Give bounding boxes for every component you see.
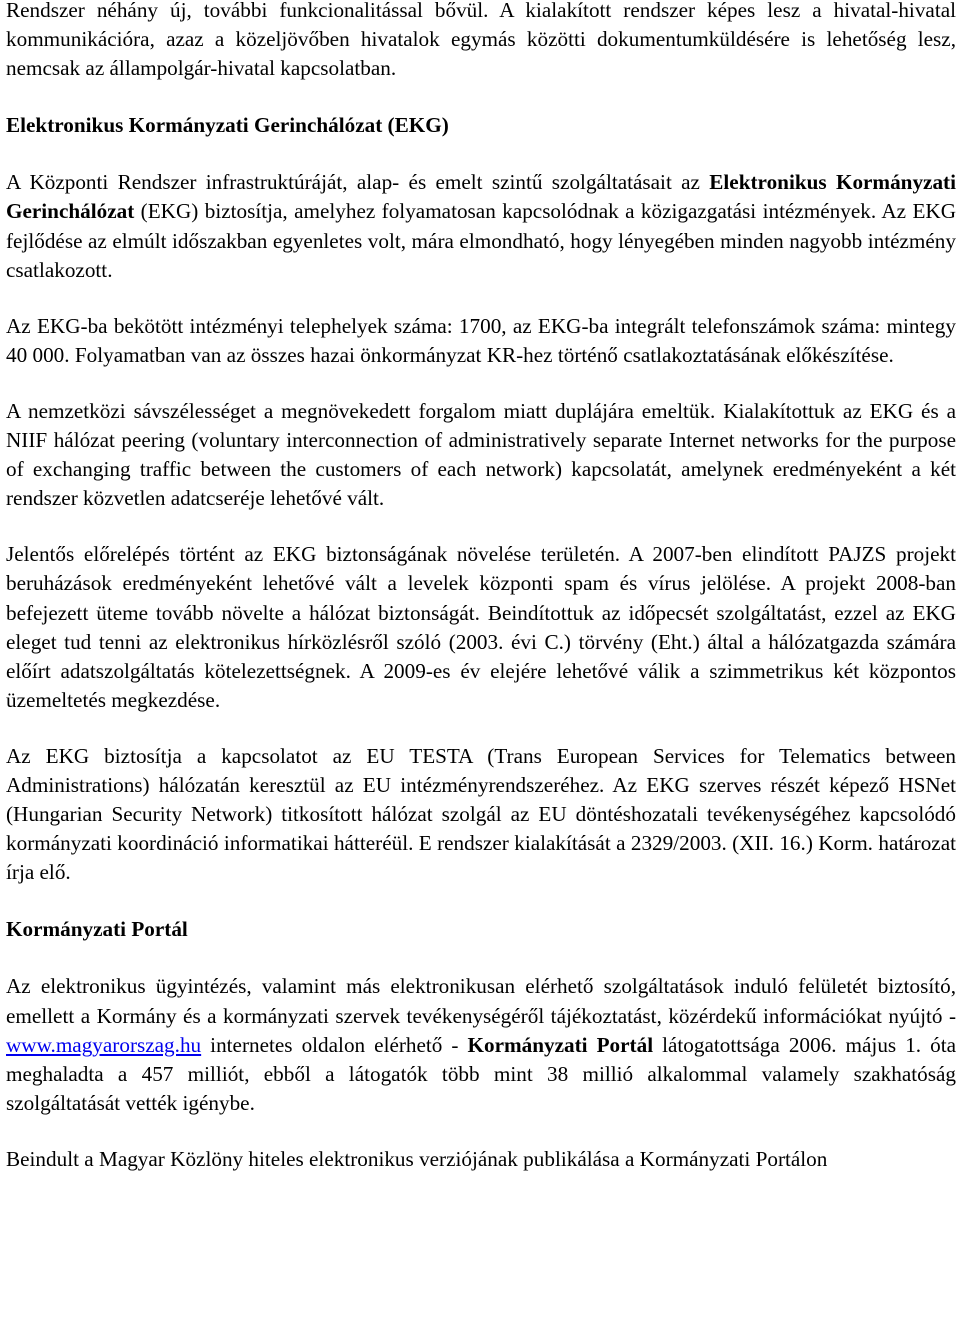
magyarorszag-link[interactable]: www.magyarorszag.hu xyxy=(6,1032,202,1057)
portal-paragraph-1 xyxy=(6,972,956,1117)
portal-p1-text-c: látogatottsága 2006. május 1. óta meghaladta a 457 milliót, ebből a látogatók több mint 38 millió alkalommal valamely szakhatóság szolgáltatását vették igénybe. xyxy=(6,1032,957,1115)
ekg-p1-text-b: (EKG) biztosítja, amelyhez folyamatosan kapcsolódnak a közigazgatási intézmények. Az EKG fejlődése az elmúlt időszakban egyenletes volt, mára elmondható, hogy lényegében minden nagyobb intézmény csatlakozott. xyxy=(6,199,956,282)
ekg-paragraph-2: Az EKG-ba bekötött intézményi telephelyek száma: 1700, az EKG-ba integrált telefonszámok száma: mintegy 40 000. Folyamatban van az összes hazai önkormányzat KR-hez történő csatlakoztatásának előkészítése. xyxy=(6,313,956,367)
section-heading-portal: Kormányzati Portál xyxy=(6,917,188,942)
ekg-paragraph-4: Jelentős előrelépés történt az EKG biztonságának növelése területén. A 2007-ben elindított PAJZS projekt beruházások eredményeként lehetővé vált a levelek központi spam és vírus jelölése. A projekt 2008-ban befejezett üteme tovább növelte a hálózat biztonságát. Beindítottuk az időpecsét szolgáltatást, ezzel az EKG eleget tud tenni az elektronikus hírközlésről szóló (2003. évi C.) törvény (Eht.) által a hálózatgazda számára előírt adatszolgáltatás kötelezettségnek. A 2009-es év elejére lehetővé válik a szimmetrikus két központos üzemeltetés megkezdése. xyxy=(6,542,956,712)
ekg-paragraph-5: Az EKG biztosítja a kapcsolatot az EU TESTA (Trans European Services for Telematics between Administrations) hálózatán keresztül az EU intézményrendszeréhez. Az EKG szerves részét képező HSNet (Hungarian Security Network) titkosított hálózat szolgál az EU döntéshozatali tevékenységéhez kapcsolódó kormányzati koordináció informatikai hátteréül. E rendszer kialakítását a 2329/2003. (XII. 16.) Korm. határozat írja elő. xyxy=(6,743,956,885)
portal-p1-text-a: Az elektronikus ügyintézés, valamint más elektronikusan elérhető szolgáltatások induló felületét biztosító, emellett a Kormány és a kormányzati szervek tevékenységéről tájékoztatást, közérdekű információkat nyújtó - xyxy=(6,974,956,1028)
ekg-p1-bold-term: Elektronikus Kormányzati Gerinchálózat xyxy=(6,170,956,224)
portal-paragraph-2: Beindult a Magyar Közlöny hiteles elektronikus verziójának publikálása a Kormányzati Portálon xyxy=(6,1146,828,1171)
ekg-paragraph-3: A nemzetközi sávszélességet a megnövekedett forgalom miatt duplájára emeltük. Kialakítottuk az EKG és a NIIF hálózat peering (voluntary interconnection of administratively separate Internet networks for the purpose of exchanging traffic between the customers of each network) kapcsolatát, amelynek eredményeként a két rendszer közvetlen adatcseréje lehetővé vált. xyxy=(6,398,956,511)
intro-paragraph: Rendszer néhány új, további funkcionalitással bővül. A kialakított rendszer képes lesz a hivatal-hivatal kommunikációra, azaz a közeljövőben hivatalok egymás közötti dokumentumküldésére is lehetőség lesz, nemcsak az állampolgár-hivatal kapcsolatban. xyxy=(6,0,956,81)
portal-p1-text-b: internetes oldalon elérhető - xyxy=(201,1032,468,1057)
section-heading-ekg: Elektronikus Kormányzati Gerinchálózat (EKG) xyxy=(6,113,449,138)
ekg-paragraph-1 xyxy=(6,168,956,284)
portal-p1-bold-term: Kormányzati Portál xyxy=(467,1032,654,1057)
ekg-p1-text-a: A Központi Rendszer infrastruktúráját, alap- és emelt szintű szolgáltatásait az xyxy=(6,170,710,195)
